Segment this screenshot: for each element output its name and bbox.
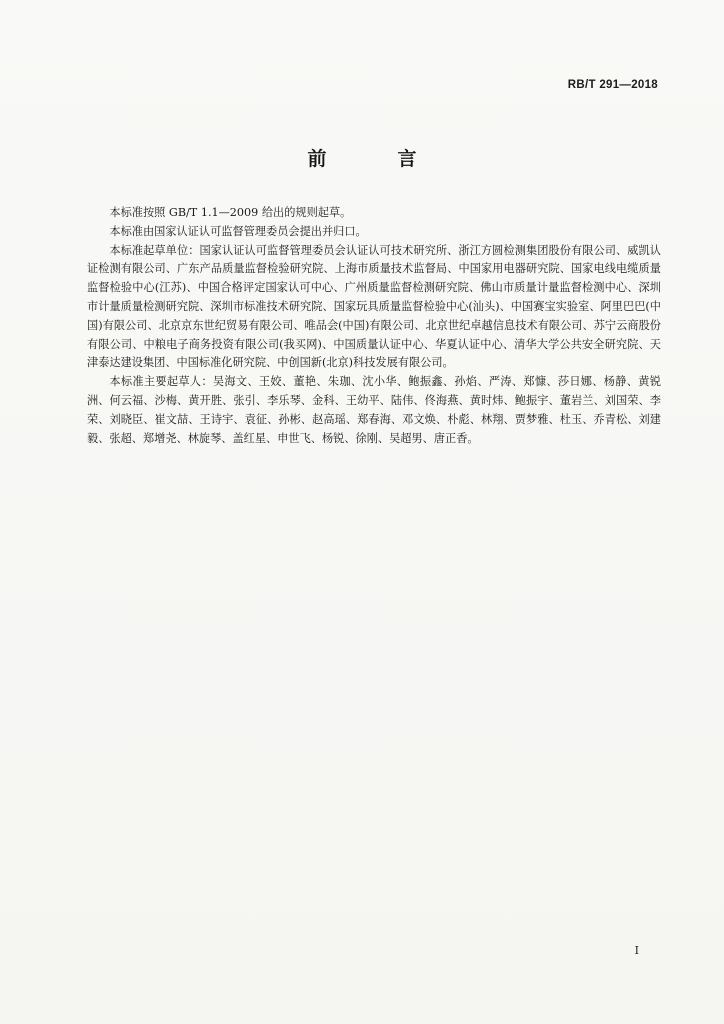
standard-number: RB/T 291—2018: [567, 79, 658, 91]
page-number: I: [634, 944, 639, 957]
page-title: 前 言: [307, 148, 443, 170]
paragraph-drafting-rules: 本标准按照 GB/T 1.1—2009 给出的规则起草。: [109, 206, 352, 219]
paragraph-main-drafters: 本标准主要起草人：吴海文、王姣、董艳、朱珈、沈小华、鲍振鑫、孙焰、严涛、郑慷、莎日娜、杨静、黄锐洲、何云福、沙梅、黄开胜、张引、李乐琴、金科、王幼平、陆伟、佟海燕、黄时炜、鲍振宇、董岩兰、刘国荣、李荣、刘晓臣、崔文喆、王诗宇、袁征、孙彬、赵高瑶、郑春海、邓文焕、朴彪、林翔、贾梦雅、杜玉、乔青松、刘建毅、张超、郑增尧、林旋琴、盖红星、申世飞、杨锐、徐刚、吴超男、唐正香。: [87, 375, 661, 445]
paragraph-proposer: 本标准由国家认证认可监督管理委员会提出并归口。: [109, 224, 367, 238]
foreword-body: [87, 204, 661, 448]
paragraph-drafting-units: 本标准起草单位：国家认证认可监督管理委员会认证认可技术研究所、浙江方圆检测集团股份有限公司、威凯认证检测有限公司、广东产品质量监督检验研究院、上海市质量技术监督局、中国家用电器研究院、国家电线电缆质量监督检验中心(江苏)、中国合格评定国家认可中心、广州质量监督检测研究院、佛山市质量计量监督检测中心、深圳市计量质量检测研究院、深圳市标准技术研究院、国家玩具质量监督检验中心(汕头)、中国赛宝实验室、阿里巴巴(中国)有限公司、北京京东世纪贸易有限公司、唯品会(中国)有限公司、北京世纪卓越信息技术有限公司、苏宁云商股份有限公司、中粮电子商务投资有限公司(我买网)、中国质量认证中心、华夏认证中心、清华大学公共安全研究院、天津泰达建设集团、中国标准化研究院、中创国新(北京)科技发展有限公司。: [87, 243, 661, 370]
